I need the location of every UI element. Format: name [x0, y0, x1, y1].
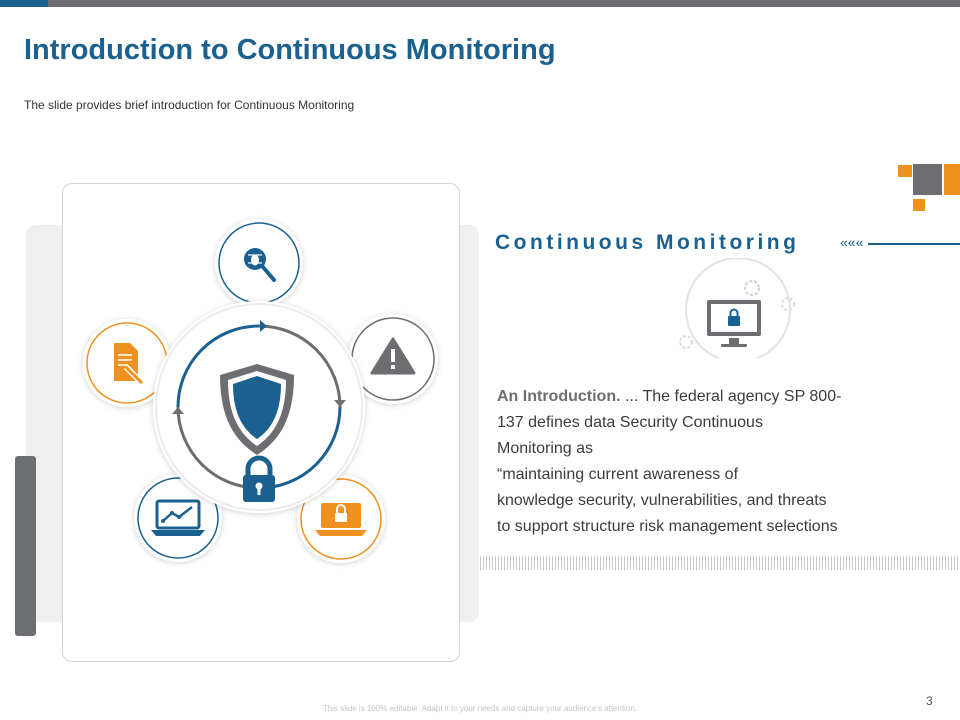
intro-line-6: to support structure risk management selections	[497, 518, 838, 535]
intro-line-5: knowledge security, vulnerabilities, and threats	[497, 492, 827, 509]
introduction-text	[497, 384, 937, 540]
intro-line-4: “maintaining current awareness of	[497, 466, 739, 483]
hatched-divider	[480, 556, 960, 570]
chevron-arrows-icon: «««	[840, 234, 864, 250]
bug-search-icon	[215, 219, 303, 307]
left-accent-bar	[15, 456, 36, 636]
page-number: 3	[926, 694, 933, 708]
intro-line-2: 137 defines data Security Continuous	[497, 414, 763, 431]
monitoring-cycle-diagram	[62, 183, 460, 663]
slide-subtitle: The slide provides brief introduction for Continuous Monitoring	[24, 98, 355, 112]
intro-line-1	[497, 384, 937, 410]
heading-rule	[868, 243, 960, 245]
intro-label: An Introduction.	[497, 388, 621, 405]
intro-text-1: ... The federal agency SP 800-	[624, 388, 842, 405]
monitor-lock-icon	[672, 258, 804, 358]
continuous-monitoring-heading: Continuous Monitoring	[495, 231, 800, 254]
top-bar	[0, 0, 960, 7]
slide-title: Introduction to Continuous Monitoring	[24, 34, 556, 66]
decorative-squares	[898, 164, 960, 214]
footer-note: This slide is 100% editable. Adapt it to your needs and capture your audience's attention.	[322, 704, 638, 713]
top-bar-accent	[0, 0, 48, 7]
intro-line-3: Monitoring as	[497, 440, 594, 457]
